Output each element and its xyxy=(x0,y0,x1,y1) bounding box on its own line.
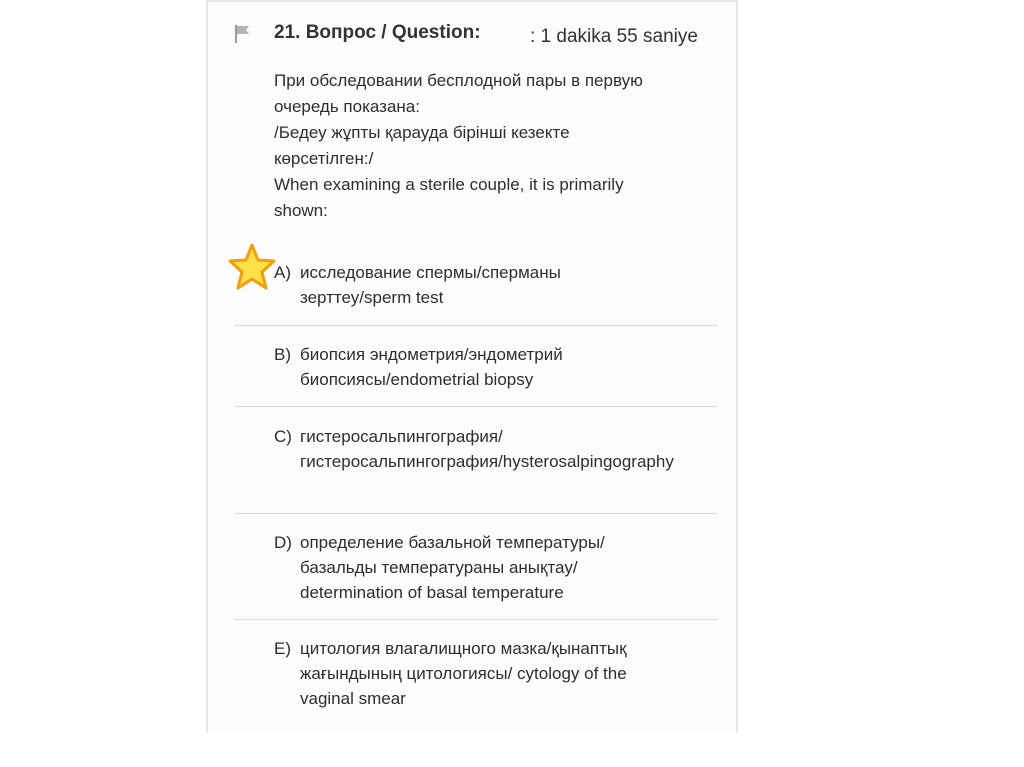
question-title: 21. Вопрос / Question: xyxy=(274,22,481,43)
option-letter: C) xyxy=(274,427,292,446)
question-line: При обследовании бесплодной пары в первую xyxy=(274,71,643,90)
option-divider xyxy=(234,325,718,326)
answer-option-d[interactable] xyxy=(274,530,744,605)
option-divider xyxy=(234,619,718,620)
option-line: цитология влагалищного мазка/қынаптық xyxy=(300,639,627,658)
answer-option-c[interactable] xyxy=(274,424,744,474)
star-icon xyxy=(227,242,277,292)
option-letter: B) xyxy=(274,345,291,364)
option-letter: A) xyxy=(274,263,291,282)
option-line: определение базальной температуры/ xyxy=(300,533,605,552)
option-line: базальды температураны анықтау/ xyxy=(300,558,578,577)
option-letter: E) xyxy=(274,639,291,658)
option-line: determination of basal temperature xyxy=(300,583,564,602)
option-letter: D) xyxy=(274,533,292,552)
answer-option-a[interactable] xyxy=(274,260,744,310)
question-line: очередь показана: xyxy=(274,97,420,116)
question-line: /Бедеу жұпты қарауда бірінші кезекте xyxy=(274,123,570,142)
question-text xyxy=(274,68,724,224)
flag-icon[interactable] xyxy=(234,24,252,44)
option-line: биопсиясы/endometrial biopsy xyxy=(300,370,534,389)
option-line: исследование спермы/спермaны xyxy=(300,263,561,282)
timer-text: : 1 dakika 55 saniye xyxy=(530,26,698,47)
question-line: көрсетілген:/ xyxy=(274,149,374,168)
question-line: When examining a sterile couple, it is primarily xyxy=(274,175,624,194)
option-line: зерттеу/sperm test xyxy=(300,288,444,307)
answer-option-e[interactable] xyxy=(274,636,744,711)
option-line: биопсия эндометрия/эндометрий xyxy=(300,345,563,364)
option-divider xyxy=(234,406,718,407)
question-panel xyxy=(206,0,738,733)
option-line: vaginal smear xyxy=(300,689,406,708)
question-line: shown: xyxy=(274,201,328,220)
option-line: гистеросальпингография/ xyxy=(300,427,503,446)
option-divider xyxy=(234,513,718,514)
option-line: гистеросальпингография/hysterosalpingography xyxy=(300,452,674,471)
answer-option-b[interactable] xyxy=(274,342,744,392)
option-line: жағындының цитологиясы/ cytology of the xyxy=(300,664,627,683)
